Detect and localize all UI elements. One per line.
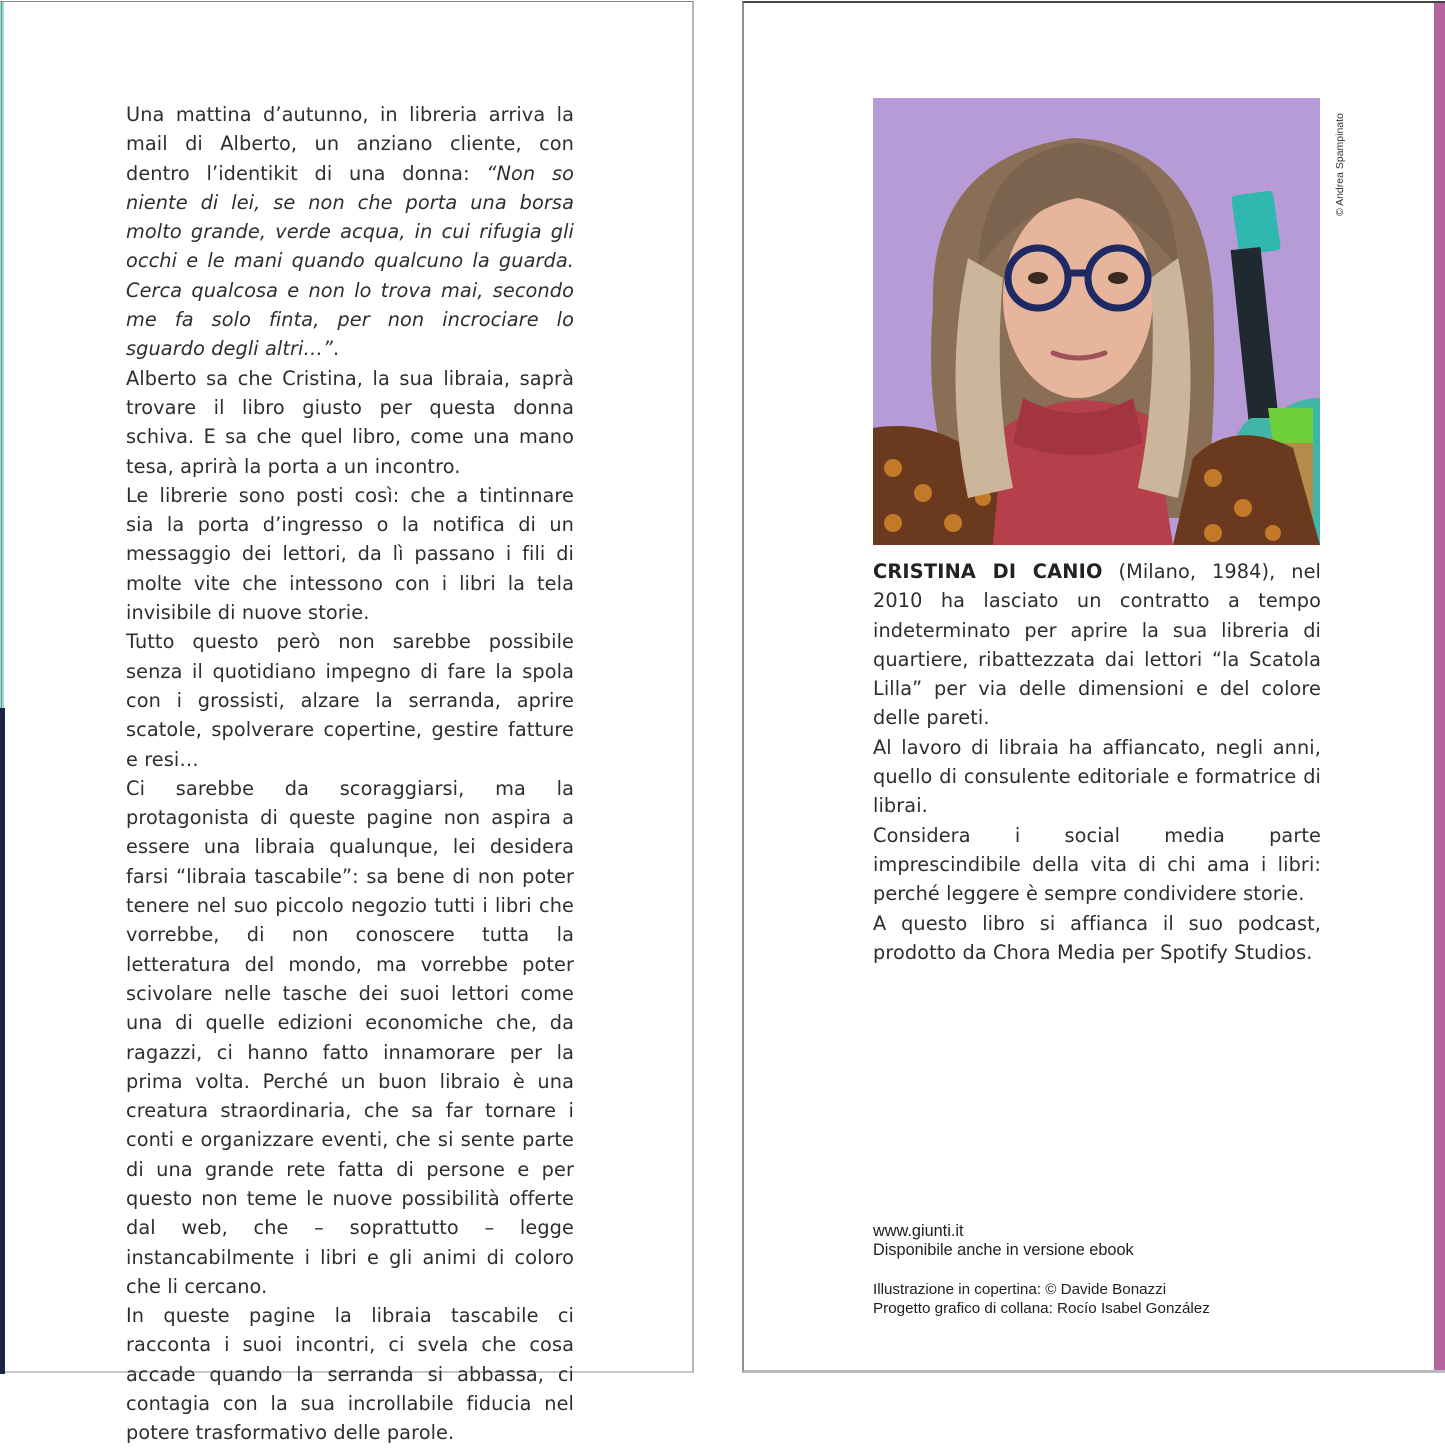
credits — [873, 1280, 1210, 1318]
bio-paragraph: CRISTINA DI CANIO (Milano, 1984), nel 2010 ha lasciato un contratto a tempo indeterminato per aprire la sua libreria di quartiere, ribattezzata dai lettori “la Scatola Lilla” per via delle dimensioni e del colore delle pareti. — [873, 560, 1321, 730]
quote-italic: “Non so niente di lei, se non che porta una borsa molto grande, verde acqua, in cui rifugia gli occhi e le mani quando qualcuno la guarda. Cerca qualcosa e non lo trova mai, secondo me fa solo finta, per non incrociare lo sguardo degli altri…” — [126, 161, 574, 361]
blurb-paragraph: Le librerie sono posti così: che a tintinnare sia la porta d’ingresso o la notifica di un messaggio dei lettori, da lì passano i fili di molte vite che intessono con i libri la tela invisibile di nuove storie. — [126, 483, 574, 625]
publisher-info — [873, 1222, 1134, 1260]
blurb-paragraph: Una mattina d’autunno, in libreria arriva la mail di Alberto, un anziano cliente, con dentro l’identikit di una donna: “Non so niente di lei, se non che porta una borsa molto grande, verde acqua, in cui rifugia gli occhi e le mani quando qualcuno la guarda. Cerca qualcosa e non lo trova mai, secondo me fa solo finta, per non incrociare lo sguardo degli altri…”. — [126, 103, 574, 361]
blurb-paragraph: Alberto sa che Cristina, la sua libraia, saprà trovare il libro giusto per questa donna schiva. E sa che quel libro, come una mano tesa, aprirà la porta a un incontro. — [126, 366, 574, 478]
ebook-note: Disponibile anche in versione ebook — [873, 1241, 1134, 1259]
bio-paragraph: Al lavoro di libraia ha affiancato, negli anni, quello di consulente editoriale e formatrice di librai. — [873, 735, 1321, 818]
bio-paragraph: Considera i social media parte imprescindibile della vita di chi ama i libri: perché leggere è sempre condividere storie. — [873, 823, 1321, 906]
author-photo — [873, 98, 1320, 545]
back-flap-page — [0, 1, 694, 1445]
design-credit: Progetto grafico di collana: Rocío Isabel González — [873, 1300, 1210, 1317]
author-bio — [873, 557, 1321, 967]
author-flap-page — [742, 1, 1445, 1373]
blurb-paragraph: In queste pagine la libraia tascabile ci racconta i suoi incontri, ci svela che cosa accade quando la serranda si abbassa, ci contagia con la sua incrollabile fiducia nel potere trasformativo delle parole. — [126, 1304, 574, 1445]
blurb-paragraph: Tutto questo però non sarebbe possibile senza il quotidiano impegno di fare la spola con i grossisti, alzare la serranda, aprire scatole, spolverare copertine, gestire fatture e resi… — [126, 630, 574, 771]
website-link[interactable]: www.giunti.it — [873, 1222, 964, 1240]
cover-edge-teal — [0, 2, 4, 708]
blurb-paragraph: Ci sarebbe da scoraggiarsi, ma la protagonista di queste pagine non aspira a essere una libraia qualunque, lei desidera farsi “libraia tascabile”: sa bene di non poter tenere nel suo piccolo negozio tutti i libri che vorrebbe, di non conoscere tutta la letteratura del mondo, ma vorrebbe poter scivolare nelle tasche dei suoi lettori come una di quelle edizioni economiche che, da ragazzi, ci hanno fatto innamorare per la prima volta. Perché un buon libraio è una creatura straordinaria, che sa far tornare i conti e organizzare eventi, che si sente parte di una grande rete fatta di persone e per questo non teme le nuove possibilità offerte dal web, che – soprattutto – legge instancabilmente i libri e gli animi di coloro che li cercano. — [126, 776, 574, 1298]
photo-credit: © Andrea Spampinato — [1334, 113, 1346, 216]
author-name: CRISTINA DI CANIO — [873, 560, 1103, 583]
cover-edge-navy — [0, 708, 5, 1374]
cover-credit: Illustrazione in copertina: © Davide Bonazzi — [873, 1281, 1167, 1298]
bio-paragraph: A questo libro si affianca il suo podcast, prodotto da Chora Media per Spotify Studios. — [873, 911, 1321, 964]
cover-edge-pink — [1434, 3, 1445, 1370]
blurb-text — [126, 100, 574, 1448]
